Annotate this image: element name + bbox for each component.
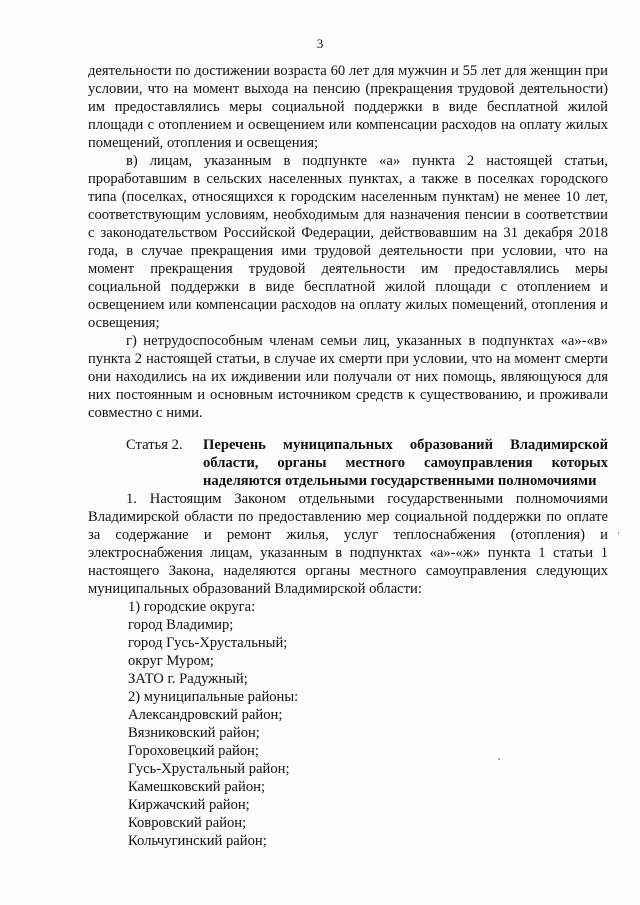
document-body	[88, 62, 608, 850]
paragraph-continuation: деятельности по достижении возраста 60 лет для мужчин и 55 лет для женщин при условии, что на момент выхода на пенсию (прекращения трудовой деятельности) им предоставлялись меры социальной поддержки в виде бесплатной жилой площади с отоплением и освещением или компенсации расходов на оплату жилых помещений, отопления и освещения;	[88, 63, 608, 151]
municipality-list	[88, 598, 608, 850]
scan-speck	[618, 532, 619, 534]
article-title: Перечень муниципальных образований Владимирской области, органы местного самоуправления которых наделяются отдельными государственными полномочиями	[203, 437, 608, 489]
list-item: Александровский район;	[128, 707, 283, 723]
list-item: Гороховецкий район;	[128, 743, 259, 759]
list-item: Ковровский район;	[128, 815, 247, 831]
list-item: ЗАТО г. Радужный;	[128, 671, 248, 687]
paragraph-point-1: 1. Настоящим Законом отдельными государственными полномочиями Владимирской области по предоставлению мер социальной поддержки по оплате за содержание и ремонт жилья, услуг теплоснабжения (отопления) и электроснабжения лицам, указанным в подпунктах «а»-«ж» пункта 1 статьи 1 настоящего Закона, наделяются органы местного самоуправления следующих муниципальных образований Владимирской области:	[88, 491, 608, 597]
list-item: Кольчугинский район;	[128, 833, 267, 849]
list-item: город Гусь-Хрустальный;	[128, 635, 288, 651]
list-item: Камешковский район;	[128, 779, 266, 795]
paragraph-subpoint-g: г) нетрудоспособным членам семьи лиц, указанных в подпунктах «а»-«в» пункта 2 настоящей статьи, в случае их смерти при условии, что на момент смерти они находились на их иждивении или получали от них помощь, являющуюся для них постоянным и основным источником средств к существованию, и проживали совместно с ними.	[88, 333, 608, 421]
paragraph-subpoint-v: в) лицам, указанным в подпункте «а» пункта 2 настоящей статьи, проработавшим в сельских населенных пунктах, а также в поселках городского типа (поселках, относящихся к городским населенным пунктам) не менее 10 лет, соответствующим условиям, необходимым для назначения пенсии в соответствии с законодательством Российской Федерации, действовавшим на 31 декабря 2018 года, в случае прекращения ими трудовой деятельности при условии, что на момент прекращения трудовой деятельности им предоставлялись меры социальной поддержки в виде бесплатной жилой площади с отоплением и освещением или компенсации расходов на оплату жилых помещений, отопления и освещения;	[88, 153, 608, 331]
list-item: 1) городские округа:	[128, 599, 256, 615]
list-item: 2) муниципальные районы:	[128, 689, 299, 705]
page-number: 3	[316, 36, 324, 51]
list-item: Гусь-Хрустальный район;	[128, 761, 290, 777]
list-item: Вязниковский район;	[128, 725, 260, 741]
article-heading	[88, 436, 608, 490]
article-label: Статья 2.	[126, 437, 183, 453]
scan-speck	[498, 758, 500, 760]
list-item: округ Муром;	[128, 653, 214, 669]
list-item: Киржачский район;	[128, 797, 250, 813]
list-item: город Владимир;	[128, 617, 234, 633]
